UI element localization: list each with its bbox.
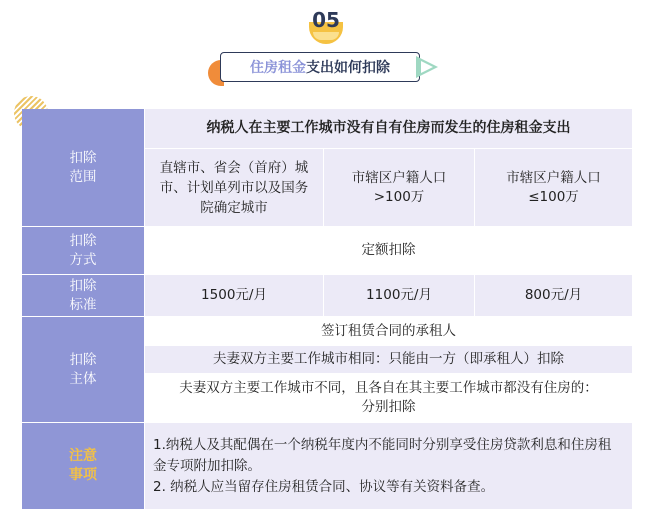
standard-col3: 800元/月 (475, 275, 632, 316)
rent-deduction-table (22, 109, 632, 509)
section-number: 05 (312, 8, 340, 32)
notes-line2: 2. 纳税人应当留存住房租赁合同、协议等有关资料备查。 (153, 478, 495, 495)
scope-col2: 市辖区户籍人口 >100万 (324, 149, 474, 226)
subject-row1: 签订租赁合同的承租人 (145, 317, 632, 345)
subject-row3: 夫妻双方主要工作城市不同，且各自在其主要工作城市都没有住房的： 分别扣除 (145, 374, 632, 422)
standard-col2: 1100元/月 (324, 275, 474, 316)
badge-disc-inner (313, 32, 339, 40)
arrow-right-icon-inner (421, 61, 433, 73)
notes-content (145, 423, 632, 509)
label-method: 扣除 方式 (22, 227, 144, 274)
notes-line1: 1.纳税人及其配偶在一个纳税年度内不能同时分别享受住房贷款利息和住房租金专项附加扣除。 (153, 436, 612, 474)
section-title (220, 52, 420, 82)
method-value: 定额扣除 (145, 227, 632, 274)
label-subject: 扣除 主体 (22, 317, 144, 422)
subject-row2: 夫妻双方主要工作城市相同：只能由一方（即承租人）扣除 (145, 346, 632, 373)
title-highlight: 住房租金 (250, 60, 306, 76)
scope-main: 纳税人在主要工作城市没有自有住房而发生的住房租金支出 (145, 109, 632, 148)
standard-col1: 1500元/月 (145, 275, 323, 316)
label-standard: 扣除 标准 (22, 275, 144, 316)
scope-col3: 市辖区户籍人口 ≤100万 (475, 149, 632, 226)
label-notes: 注意 事项 (22, 423, 144, 509)
title-rest: 支出如何扣除 (306, 60, 390, 76)
section-title-banner (208, 52, 444, 84)
scope-col1: 直辖市、省会（首府）城市、计划单列市以及国务院确定城市 (145, 149, 323, 226)
label-scope: 扣除 范围 (22, 109, 144, 226)
section-number-badge (303, 6, 349, 46)
